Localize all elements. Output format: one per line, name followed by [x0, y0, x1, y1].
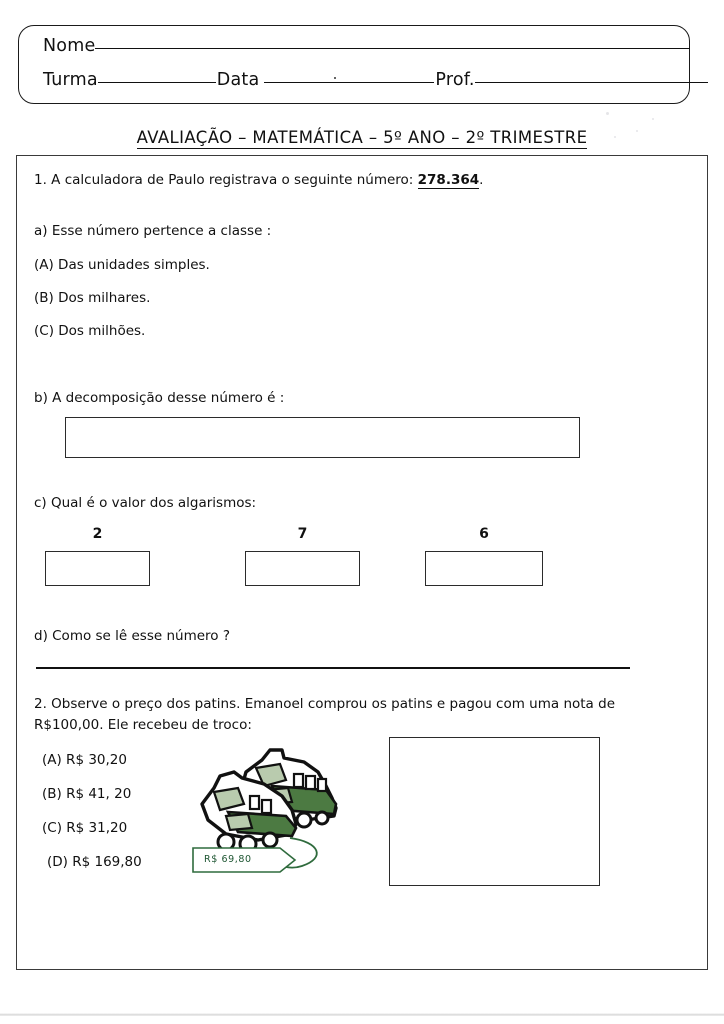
question-1d-prompt: d) Como se lê esse número ? — [34, 628, 231, 644]
teacher-input-line[interactable] — [475, 82, 708, 83]
question-1c-digit-label-3: 6 — [479, 526, 489, 542]
question-1a-option-c[interactable]: (C) Dos milhões. — [34, 323, 146, 339]
teacher-label: Prof. — [435, 70, 475, 90]
date-input-line[interactable] — [264, 82, 434, 83]
question-1c-answer-box-1[interactable] — [45, 551, 150, 586]
date-label: Data — [216, 70, 260, 90]
question-1c-digit-label-2: 7 — [297, 526, 308, 542]
class-date-teacher-row — [43, 70, 708, 90]
class-label: Turma — [43, 70, 98, 90]
question-2-option-a[interactable]: (A) R$ 30,20 — [42, 752, 127, 768]
question-1a-option-b[interactable]: (B) Dos milhares. — [34, 290, 151, 306]
question-2-option-d[interactable]: (D) R$ 169,80 — [47, 854, 142, 870]
question-1c-answer-box-3[interactable] — [425, 551, 543, 586]
question-1d-answer-line[interactable] — [36, 667, 630, 669]
student-identification-box — [18, 25, 690, 104]
question-1a-prompt: a) Esse número pertence a classe : — [34, 223, 272, 239]
page-bottom-margin — [0, 1016, 724, 1024]
name-label: Nome — [43, 36, 96, 56]
price-tag — [192, 847, 302, 873]
question-2-answer-box[interactable] — [389, 737, 600, 886]
name-field-row — [43, 36, 690, 56]
question-2-option-b[interactable]: (B) R$ 41, 20 — [42, 786, 132, 802]
question-2-stem: 2. Observe o preço dos patins. Emanoel comprou os patins e pagou com uma nota de R$100,00. Ele recebeu de troco: — [34, 696, 615, 733]
exam-title-text: AVALIAÇÃO – MATEMÁTICA – 5º ANO – 2º TRIMESTRE — [136, 128, 588, 147]
scan-speckle — [606, 112, 609, 115]
price-tag-label: R$ 69,80 — [204, 854, 252, 865]
question-1b-prompt: b) A decomposição desse número é : — [34, 390, 285, 406]
question-1-stem — [34, 170, 483, 191]
date-dot-mark — [334, 77, 336, 79]
question-1-number: 278.364 — [417, 172, 480, 188]
scan-speckle — [636, 130, 638, 132]
question-2-option-c[interactable]: (C) R$ 31,20 — [42, 820, 128, 836]
question-1-stem-prefix: 1. A calculadora de Paulo registrava o seguinte número: — [34, 172, 418, 188]
question-1c-prompt: c) Qual é o valor dos algarismos: — [34, 495, 257, 511]
question-1-stem-suffix: . — [479, 172, 484, 188]
question-1c-digit-label-1: 2 — [92, 526, 103, 542]
question-1b-answer-box[interactable] — [65, 417, 580, 458]
name-input-line[interactable] — [95, 48, 690, 49]
class-input-line[interactable] — [98, 82, 216, 83]
question-1a-option-a[interactable]: (A) Das unidades simples. — [34, 257, 210, 273]
scan-speckle — [614, 136, 616, 138]
question-1c-answer-box-2[interactable] — [245, 551, 360, 586]
scan-speckle — [652, 118, 654, 120]
